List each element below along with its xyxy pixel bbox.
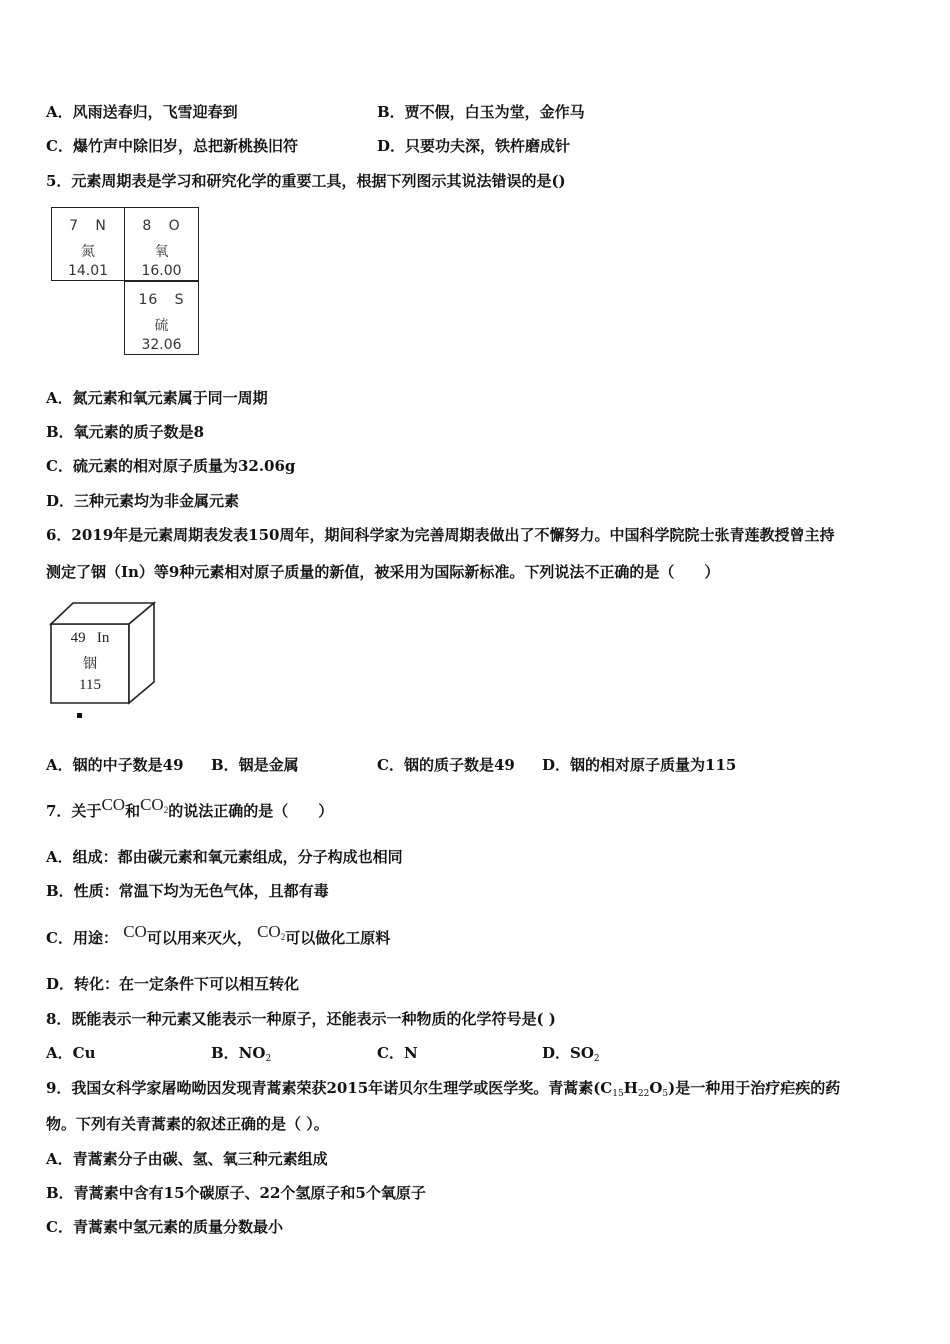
element-symbol: O [168,218,181,234]
q6-option-c: C．铟的质子数是49 [377,756,515,774]
q7-option-c: C．用途： CO可以用来灭火， $CO_2$可以做化工原料 [46,922,391,947]
q9-option-a: A．青蒿素分子由碳、氢、氧三种元素组成 [46,1150,328,1168]
element-number: 49 [70,630,86,646]
q4-option-b: B．贾不假，白玉为堂，金作马 [377,103,585,121]
q8-option-c: C．N [377,1044,418,1062]
q4-option-a: A．风雨送春归，飞雪迎春到 [46,103,238,121]
q7-option-a: A．组成：都由碳元素和氧元素组成，分子构成也相同 [46,848,403,866]
element-mass: 32.06 [141,337,182,353]
q8-options-row [46,1043,600,1064]
q6-option-d: D．铟的相对原子质量为115 [542,756,737,774]
formula-co: CO [123,922,147,941]
q5-option-d: D．三种元素均为非金属元素 [46,492,240,510]
element-number: 8 [142,218,153,234]
element-mass: 14.01 [67,263,109,279]
formula-co2: $CO_2$ [257,922,286,942]
q9-stem-line-1: 9．我国女科学家屠呦呦因发现青蒿素荣获2015年诺贝尔生理学或医学奖。青蒿素$(C_{15}H_{22}O_5)$是一种用于治疗疟疾的药 [46,1079,841,1099]
q5-stem: 5．元素周期表是学习和研究化学的重要工具，根据下列图示其说法错误的是() [46,172,566,190]
q9-option-b: B．青蒿素中含有15个碳原子、22个氢原子和5个氧原子 [46,1184,426,1202]
q6-stem-line-2: 测定了铟（In）等9种元素相对原子质量的新值，被采用为国际新标准。下列说法不正确的是（ ） [46,563,720,581]
q8-option-b: B．$NO_2$ [211,1044,272,1064]
formula-co: CO [101,795,126,814]
q6-option-a: A．铟的中子数是49 [46,756,184,774]
q5-option-b: B．氧元素的质子数是8 [46,423,205,441]
q5-option-c: C．硫元素的相对原子质量为32.06g [46,457,296,475]
element-name: 氧 [154,244,169,260]
q6-option-b: B．铟是金属 [211,756,299,774]
element-symbol: In [96,630,110,646]
q8-option-a: A．Cu [46,1044,96,1062]
element-mass: 16.00 [141,263,182,279]
q4-option-d: D．只要功夫深，铁杵磨成针 [377,137,571,155]
q8-stem: 8．既能表示一种元素又能表示一种原子，还能表示一种物质的化学符号是( ) [46,1010,556,1028]
q4-options-row-1 [46,102,585,122]
element-number: 7 [69,218,80,234]
figure-dot-mark [77,713,82,718]
q4-options-row-2 [46,136,571,156]
q7-option-d: D．转化：在一定条件下可以相互转化 [46,975,300,993]
element-name: 氮 [81,244,95,260]
q9-option-c: C．青蒿素中氢元素的质量分数最小 [46,1218,283,1236]
q5-option-a: A．氮元素和氧元素属于同一周期 [46,389,268,407]
element-number: 16 [138,292,159,308]
q8-option-d: D．$SO_2$ [542,1044,600,1064]
q9-stem-line-2: 物。下列有关青蒿素的叙述正确的是（ ）。 [46,1115,329,1133]
element-cell-sulfur [124,281,199,355]
q4-option-c: C．爆竹声中除旧岁，总把新桃换旧符 [46,137,298,155]
q6-options-row [46,755,737,775]
element-cell-nitrogen [51,207,125,281]
element-mass: 115 [79,677,101,693]
element-name: 铟 [83,656,97,672]
q7-option-b: B．性质：常温下均为无色气体，且都有毒 [46,882,329,900]
element-name: 硫 [154,318,169,334]
q7-stem: 7．关于CO和$CO_2$的说法正确的是（ ） [46,795,334,820]
element-symbol: N [95,218,107,234]
element-symbol: S [174,292,185,308]
formula-co2: $CO_2$ [140,795,169,815]
q6-stem-line-1: 6．2019年是元素周期表发表150周年，期间科学家为完善周期表做出了不懈努力。中国科学院院士张青莲教授曾主持 [46,526,835,544]
element-cell-oxygen [124,207,199,281]
